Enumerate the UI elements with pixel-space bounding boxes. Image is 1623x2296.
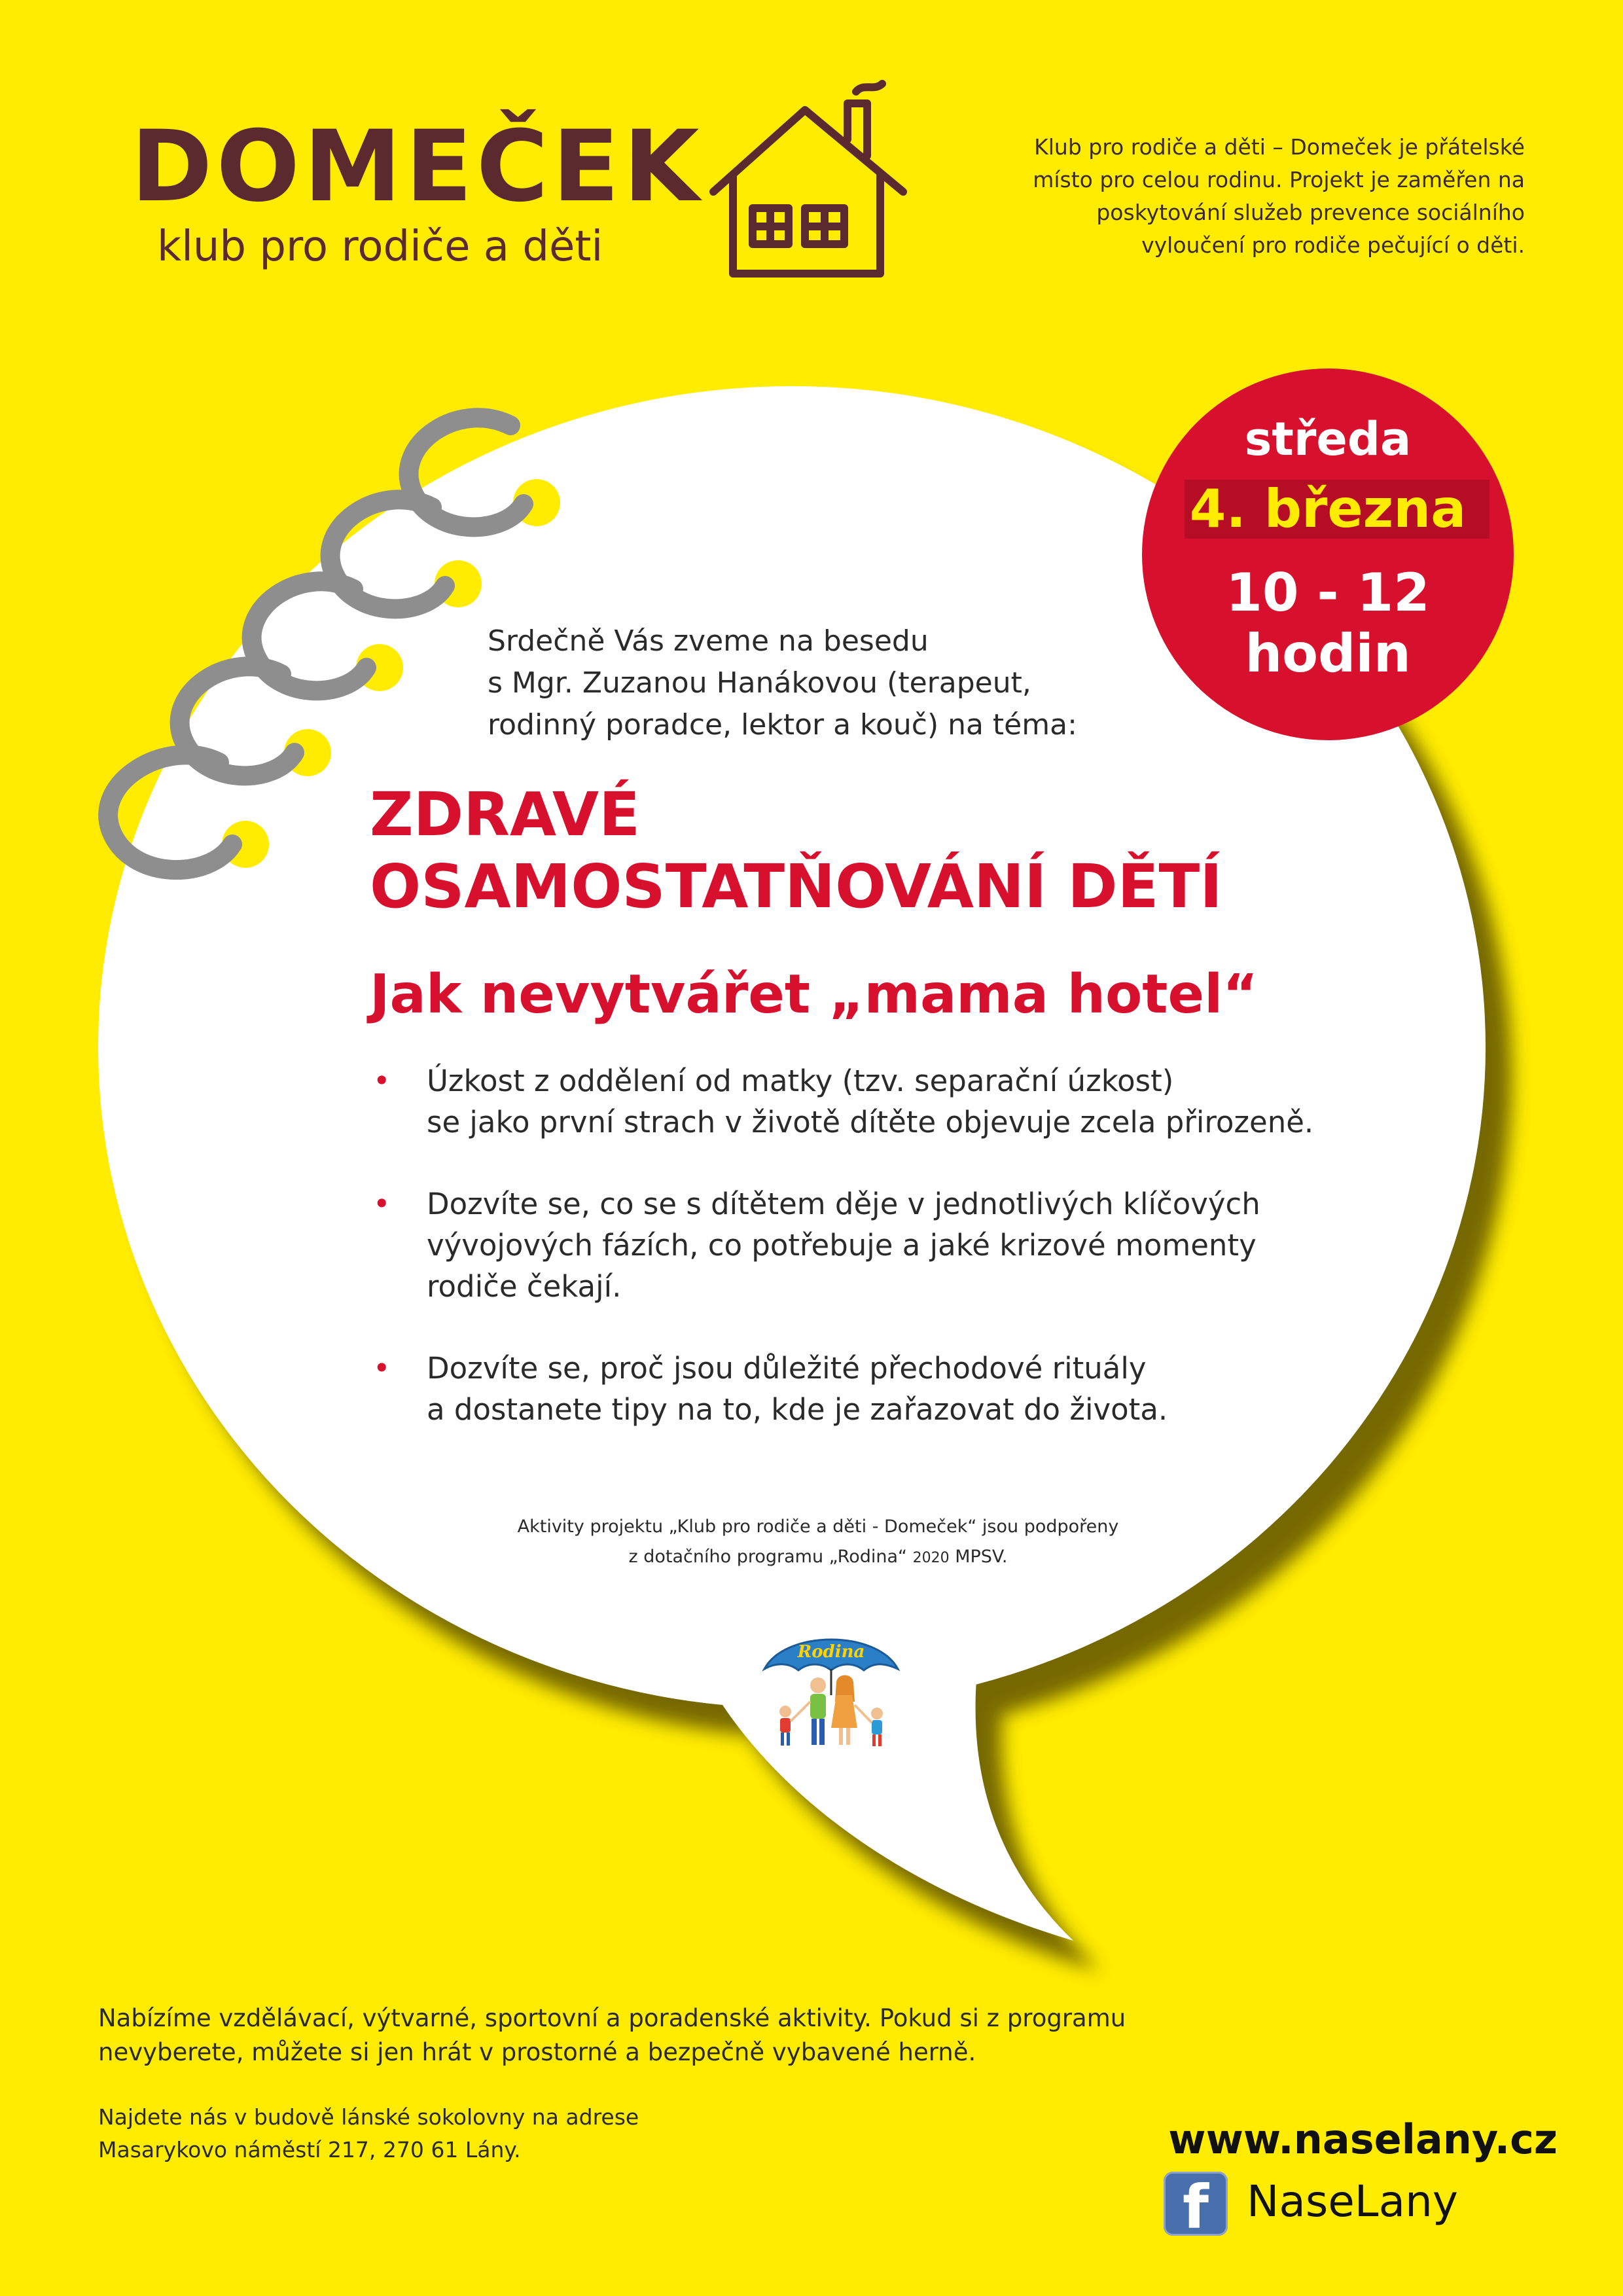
headline-subtitle: Jak nevytvářet „mama hotel“ [370, 963, 1258, 1026]
bullet-marker: • [373, 1187, 391, 1221]
event-time-unit: hodin [1245, 623, 1411, 684]
list-item-line: a dostanete tipy na to, kde je zařazovat do života. [427, 1392, 1168, 1427]
bullet-marker: • [373, 1064, 391, 1098]
intro-line: poskytování služeb prevence sociálního [1096, 200, 1525, 225]
address-text [98, 2101, 883, 2166]
list-item-line: Dozvíte se, co se s dítětem děje v jednotlivých klíčových [427, 1187, 1260, 1221]
invitation-line: Srdečně Vás zveme na besedu [488, 624, 929, 658]
event-time: 10 - 12 [1226, 562, 1430, 623]
website-link[interactable]: www.naselany.cz [1168, 2115, 1558, 2163]
headline-line: ZDRAVÉ [370, 780, 640, 850]
headline [370, 779, 1222, 923]
funding-ministry: MPSV. [955, 1547, 1008, 1567]
offer-line: Nabízíme vzdělávací, výtvarné, sportovní a poradenské aktivity. Pokud si z programu [98, 2004, 1126, 2032]
funding-year: 2020 [912, 1550, 950, 1566]
invitation-line: rodinný poradce, lektor a kouč) na téma: [488, 708, 1077, 742]
funding-note [419, 1512, 1217, 1573]
facebook-icon[interactable]: f [1164, 2172, 1228, 2236]
invitation-text [488, 620, 1207, 746]
event-date: 4. března [1189, 478, 1467, 539]
list-item [366, 1348, 1387, 1430]
list-item-line: vývojových fázích, co potřebuje a jaké krizové momenty [427, 1228, 1257, 1263]
bullet-marker: • [373, 1351, 391, 1386]
invitation-line: s Mgr. Zuzanou Hanákovou (terapeut, [488, 666, 1031, 700]
intro-line: vyloučení pro rodiče pečující o děti. [1141, 232, 1525, 258]
list-item-line: rodiče čekají. [427, 1269, 622, 1304]
list-item-line: Dozvíte se, proč jsou důležité přechodové rituály [427, 1351, 1147, 1386]
address-line: Najdete nás v budově lánské sokolovny na adrese [98, 2104, 639, 2130]
intro-text [890, 131, 1525, 262]
event-day: středa [1244, 412, 1412, 466]
intro-line: místo pro celou rodinu. Projekt je zaměřen na [1033, 167, 1525, 192]
logo-title: DOMEČEK [131, 110, 704, 224]
funding-line [419, 1542, 1217, 1573]
facebook-page-name[interactable]: NaseLany [1247, 2176, 1458, 2227]
funding-line: Aktivity projektu „Klub pro rodiče a děti - Domeček“ jsou podpořeny [517, 1516, 1119, 1537]
list-item-line: se jako první strach v životě dítěte objevuje zcela přirozeně. [427, 1105, 1314, 1139]
house-icon [707, 77, 916, 287]
list-item [366, 1060, 1387, 1143]
headline-line: OSAMOSTATŇOVÁNÍ DĚTÍ [370, 852, 1222, 922]
funding-program: z dotačního programu „Rodina“ [628, 1547, 908, 1567]
family-umbrella-icon [759, 1617, 903, 1761]
address-line: Masarykovo náměstí 217, 270 61 Lány. [98, 2137, 521, 2162]
intro-line: Klub pro rodiče a děti – Domeček je přátelské [1034, 134, 1525, 160]
offer-line: nevyberete, můžete si jen hrát v prostorné a bezpečně vybavené herně. [98, 2038, 976, 2066]
logo-subtitle: klub pro rodiče a děti [157, 223, 603, 271]
topic-list [366, 1060, 1387, 1471]
list-item [366, 1183, 1387, 1307]
offer-text [98, 2001, 1145, 2070]
list-item-line: Úzkost z oddělení od matky (tzv. separační úzkost) [427, 1064, 1174, 1098]
rodina-label: Rodina [797, 1642, 865, 1662]
